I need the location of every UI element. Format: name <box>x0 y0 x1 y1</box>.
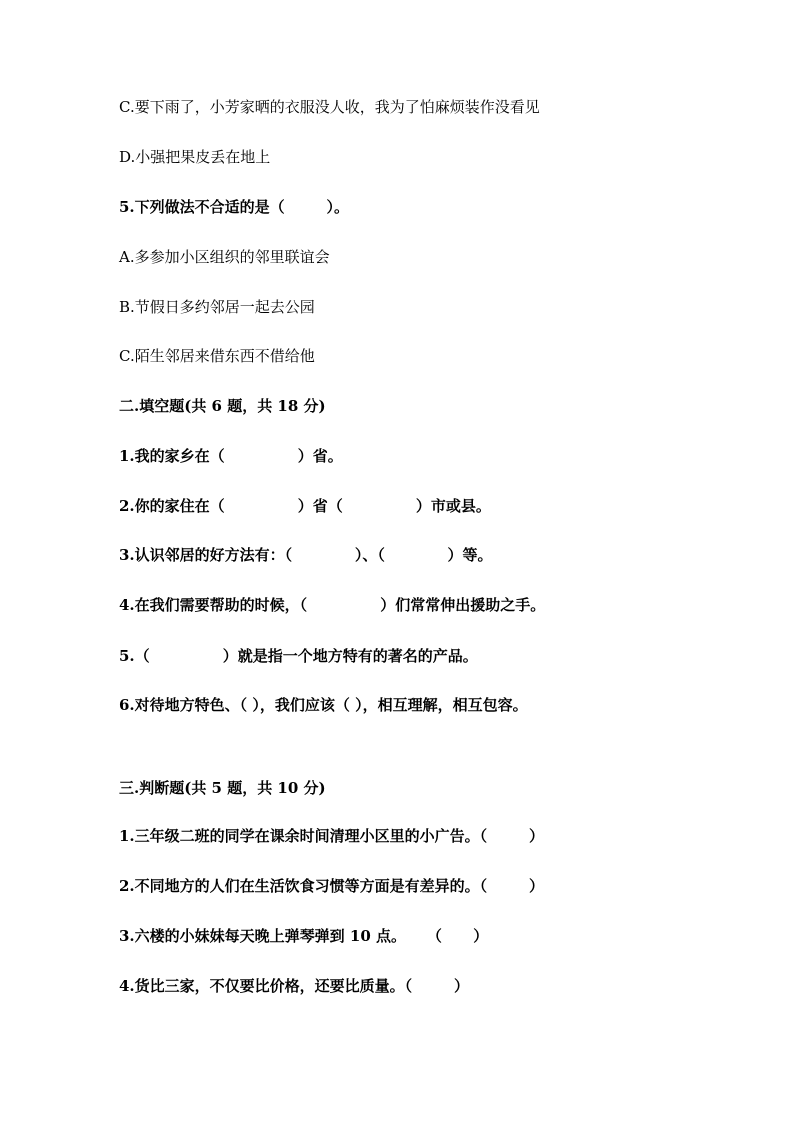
option-d-peel: D.小强把果皮丢在地上 <box>119 148 271 166</box>
judge-question-3: 3.六楼的小妹妹每天晚上弹琴弹到 10 点。 （ ） <box>119 927 489 945</box>
fill-question-3: 3.认识邻居的好方法有：（ ）、（ ）等。 <box>119 546 493 564</box>
option-c-clothes: C.要下雨了，小芳家晒的衣服没人收，我为了怕麻烦装作没看见 <box>119 98 540 116</box>
option-a-party: A.多参加小区组织的邻里联谊会 <box>119 248 330 266</box>
fill-question-2: 2.你的家住在（ ）省（ ）市或县。 <box>119 497 491 515</box>
judge-question-1: 1.三年级二班的同学在课余时间清理小区里的小广告。（ ） <box>119 827 544 845</box>
judge-question-4: 4.货比三家，不仅要比价格，还要比质量。（ ） <box>119 977 469 995</box>
fill-question-5: 5.（ ）就是指一个地方特有的著名的产品。 <box>119 647 478 665</box>
judge-question-2: 2.不同地方的人们在生活饮食习惯等方面是有差异的。（ ） <box>119 877 544 895</box>
fill-question-4: 4.在我们需要帮助的时候，（ ）们常常伸出援助之手。 <box>119 596 546 614</box>
fill-question-6: 6.对待地方特色、（ ），我们应该（ ），相互理解，相互包容。 <box>119 696 528 714</box>
option-b-park: B.节假日多约邻居一起去公园 <box>119 298 315 316</box>
fill-question-1: 1.我的家乡在（ ）省。 <box>119 447 343 465</box>
question-5-choice: 5.下列做法不合适的是（ ）。 <box>119 198 349 216</box>
option-c-borrow: C.陌生邻居来借东西不借给他 <box>119 347 315 365</box>
section-judgement-heading: 三.判断题(共 5 题，共 10 分) <box>119 779 326 797</box>
section-fill-blank-heading: 二.填空题(共 6 题，共 18 分) <box>119 397 326 415</box>
